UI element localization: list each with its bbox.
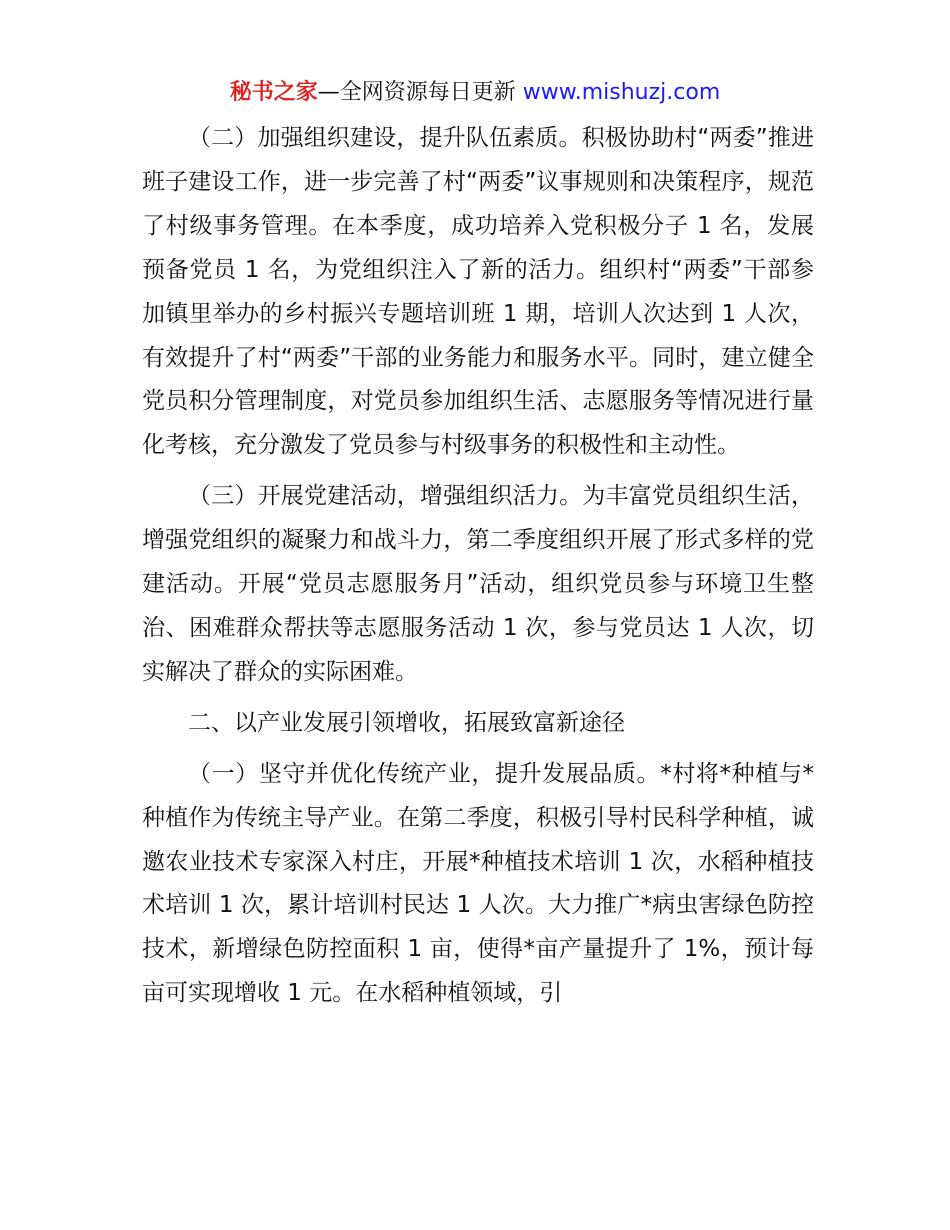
document-body [142,117,814,1016]
paragraph-traditional-industry: （一）坚守并优化传统产业，提升发展品质。*村将*种植与*种植作为传统主导产业。在第二季度，积极引导村民科学种植，诚邀农业技术专家深入村庄，开展*种植技术培训 1 次，水稻种植技术培训 1 次，累计培训村民达 1 人次。大力推广*病虫害绿色防控技术，新增绿色防控面积 1 亩，使得*亩产量提升了 1%，预计每亩可实现增收 1 元。在水稻种植领域，引 [142,760,814,1007]
section-heading-industry: 二、以产业发展引领增收，拓展致富新途径 [188,709,625,736]
site-url-link[interactable]: www.mishuzj.com [522,80,721,105]
site-header [0,76,950,110]
header-tagline: —全网资源每日更新 [317,80,523,105]
paragraph-org-building: （二）加强组织建设，提升队伍素质。积极协助村“两委”推进班子建设工作，进一步完善了村“两委”议事规则和决策程序，规范了村级事务管理。在本季度，成功培养入党积极分子 1 名，发展预备党员 1 名，为党组织注入了新的活力。组织村“两委”干部参加镇里举办的乡村振兴专题培训班 1 期，培训人次达到 1 人次，有效提升了村“两委”干部的业务能力和服务水平。同时，建立健全党员积分管理制度，对党员参加组织生活、志愿服务等情况进行量化考核，充分激发了党员参与村级事务的积极性和主动性。 [142,125,814,459]
brand-name: 秘书之家 [229,80,318,105]
paragraph-party-activities: （三）开展党建活动，增强组织活力。为丰富党员组织生活，增强党组织的凝聚力和战斗力，第二季度组织开展了形式多样的党建活动。开展“党员志愿服务月”活动，组织党员参与环境卫生整治、困难群众帮扶等志愿服务活动 1 次，参与党员达 1 人次，切实解决了群众的实际困难。 [142,483,814,685]
